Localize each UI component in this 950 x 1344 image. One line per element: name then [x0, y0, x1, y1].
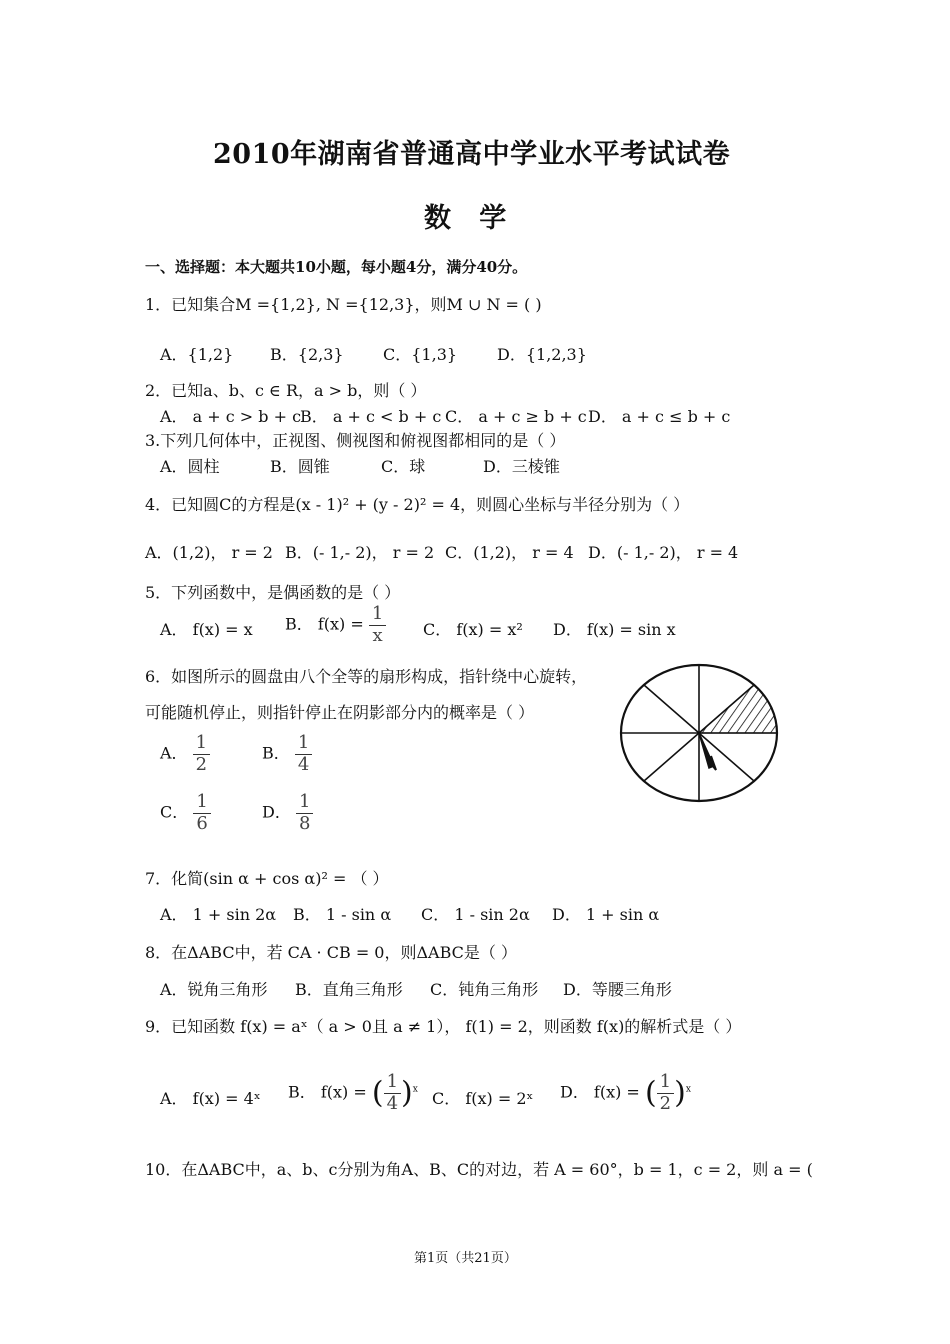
question-2-option-a: A． a + c > b + c	[160, 407, 302, 426]
question-7-option-a: A． 1 + sin 2α	[160, 905, 277, 924]
question-9-option-a: A． f(x) = 4ˣ	[160, 1089, 261, 1108]
question-2-option-c: C． a + c ≥ b + c	[445, 407, 587, 426]
question-5-option-b-fraction	[369, 604, 386, 646]
fraction-numerator: 1	[659, 1071, 672, 1092]
question-7-option-b: B． 1 - sin α	[293, 905, 392, 924]
shaded-sector	[699, 685, 777, 733]
fraction-denominator: 2	[193, 754, 210, 776]
question-8-option-b: B．直角三角形	[295, 980, 403, 999]
page-title: 2010年湖南省普通高中学业水平考试试卷	[213, 139, 731, 170]
question-3-option-a: A．圆柱	[160, 457, 220, 476]
question-6-option-c	[160, 792, 211, 834]
question-9-stem: 9．已知函数 f(x) = aˣ（ a > 0且 a ≠ 1）， f(1) = 2，则函数 f(x)的解析式是（ ）	[145, 1017, 742, 1036]
question-10-stem: 10．在ΔABC中，a、b、c分别为角A、B、C的对边，若 A = 60°，b = 1，c = 2，则 a = (	[145, 1160, 813, 1179]
question-5-option-c: C． f(x) = x²	[423, 620, 523, 639]
fraction-denominator: 8	[296, 813, 313, 835]
fraction-denominator: 6	[193, 813, 210, 835]
question-6-stem-line-2: 可能随机停止，则指针停止在阴影部分内的概率是（ ）	[145, 703, 535, 722]
question-6-option-a-fraction	[193, 733, 210, 775]
question-6-option-d-label: D．	[262, 802, 291, 822]
question-9-option-c: C． f(x) = 2ˣ	[432, 1089, 534, 1108]
question-5-stem: 5．下列函数中，是偶函数的是（ ）	[145, 583, 401, 602]
question-9-option-b-fraction	[384, 1072, 401, 1114]
question-4-stem: 4．已知圆C的方程是(x - 1)² + (y - 2)² = 4，则圆心坐标与半径分别为（ ）	[145, 495, 690, 514]
fraction-denominator: 4	[384, 1093, 401, 1115]
question-8-option-c: C．钝角三角形	[430, 980, 539, 999]
question-1-option-a: A．{1,2}	[160, 345, 234, 364]
fraction-numerator: 1	[386, 1071, 399, 1092]
question-8-stem: 8．在ΔABC中，若 CA · CB = 0，则ΔABC是（ ）	[145, 943, 517, 962]
question-6-option-a-label: A．	[160, 743, 188, 763]
question-3-option-d: D．三棱锥	[483, 457, 560, 476]
fraction-numerator: 1	[371, 603, 384, 624]
exponent: x	[412, 1084, 418, 1095]
section-heading: 一、选择题：本大题共10小题，每小题4分，满分40分。	[145, 258, 528, 276]
question-1-option-d: D．{1,2,3}	[497, 345, 587, 364]
page-footer: 第1页（共21页）	[414, 1251, 517, 1266]
fraction-denominator: 4	[295, 754, 312, 776]
question-6-stem-line-1: 6．如图所示的圆盘由八个全等的扇形构成，指针绕中心旋转，	[145, 667, 588, 686]
question-1-option-c: C．{1,3}	[383, 345, 458, 364]
question-6-option-b	[262, 733, 312, 775]
question-3-stem: 3.下列几何体中，正视图、侧视图和俯视图都相同的是（ ）	[145, 431, 566, 450]
fraction-numerator: 1	[195, 732, 208, 753]
question-5-option-d: D． f(x) = sin x	[553, 620, 676, 639]
question-6-option-a	[160, 733, 210, 775]
question-4-option-c: C．(1,2)， r = 4	[445, 543, 574, 562]
question-1-stem: 1．已知集合M ={1,2}, N ={12,3}，则M ∪ N = ( )	[145, 295, 542, 314]
fraction-denominator: x	[369, 625, 386, 647]
fraction-denominator: 2	[657, 1093, 674, 1115]
question-2-option-b: B． a + c < b + c	[300, 407, 442, 426]
fraction-numerator: 1	[297, 732, 310, 753]
exponent: x	[685, 1084, 691, 1095]
question-8-option-d: D．等腰三角形	[563, 980, 672, 999]
spinner-disc-figure	[616, 660, 782, 806]
pointer-needle-icon	[699, 733, 714, 768]
question-3-option-c: C．球	[381, 457, 426, 476]
question-5-option-b-label: B． f(x) =	[285, 614, 364, 634]
question-9-option-d-fraction	[657, 1072, 674, 1114]
question-9-option-d: D． f(x) = ( $\frac{1}{2}$ )$^x$	[560, 1071, 691, 1114]
question-4-option-a: A．(1,2)， r = 2	[145, 543, 273, 562]
question-6-option-c-fraction	[193, 792, 210, 834]
question-6-option-d	[262, 792, 313, 834]
question-4-option-b: B．(- 1,- 2)， r = 2	[285, 543, 435, 562]
question-6-option-b-fraction	[295, 733, 312, 775]
question-4-option-d: D．(- 1,- 2)， r = 4	[588, 543, 739, 562]
question-7-stem: 7．化简(sin α + cos α)² = （ ）	[145, 869, 389, 888]
question-8-option-a: A．锐角三角形	[160, 980, 268, 999]
question-9-option-d-label: D． f(x) =	[560, 1082, 640, 1102]
fraction-numerator: 1	[196, 791, 208, 812]
question-9-option-b: B． f(x) = ( $\frac{1}{4}$ )$^x$	[288, 1071, 418, 1114]
question-2-option-d: D． a + c ≤ b + c	[588, 407, 731, 426]
question-2-stem: 2．已知a、b、c ∈ R，a > b，则（ ）	[145, 381, 427, 400]
page-subtitle: 数 学	[424, 203, 507, 234]
fraction-numerator: 1	[298, 791, 311, 812]
question-3-option-b: B．圆锥	[270, 457, 330, 476]
question-5-option-a: A． f(x) = x	[160, 620, 253, 639]
question-6-option-d-fraction	[296, 792, 313, 834]
question-5-option-b	[285, 604, 386, 646]
question-7-option-c: C． 1 - sin 2α	[421, 905, 530, 924]
question-6-option-b-label: B．	[262, 743, 290, 763]
question-6-option-c-label: C．	[160, 802, 189, 822]
question-9-option-b-label: B． f(x) =	[288, 1082, 367, 1102]
question-7-option-d: D． 1 + sin α	[552, 905, 660, 924]
question-1-option-b: B．{2,3}	[270, 345, 344, 364]
